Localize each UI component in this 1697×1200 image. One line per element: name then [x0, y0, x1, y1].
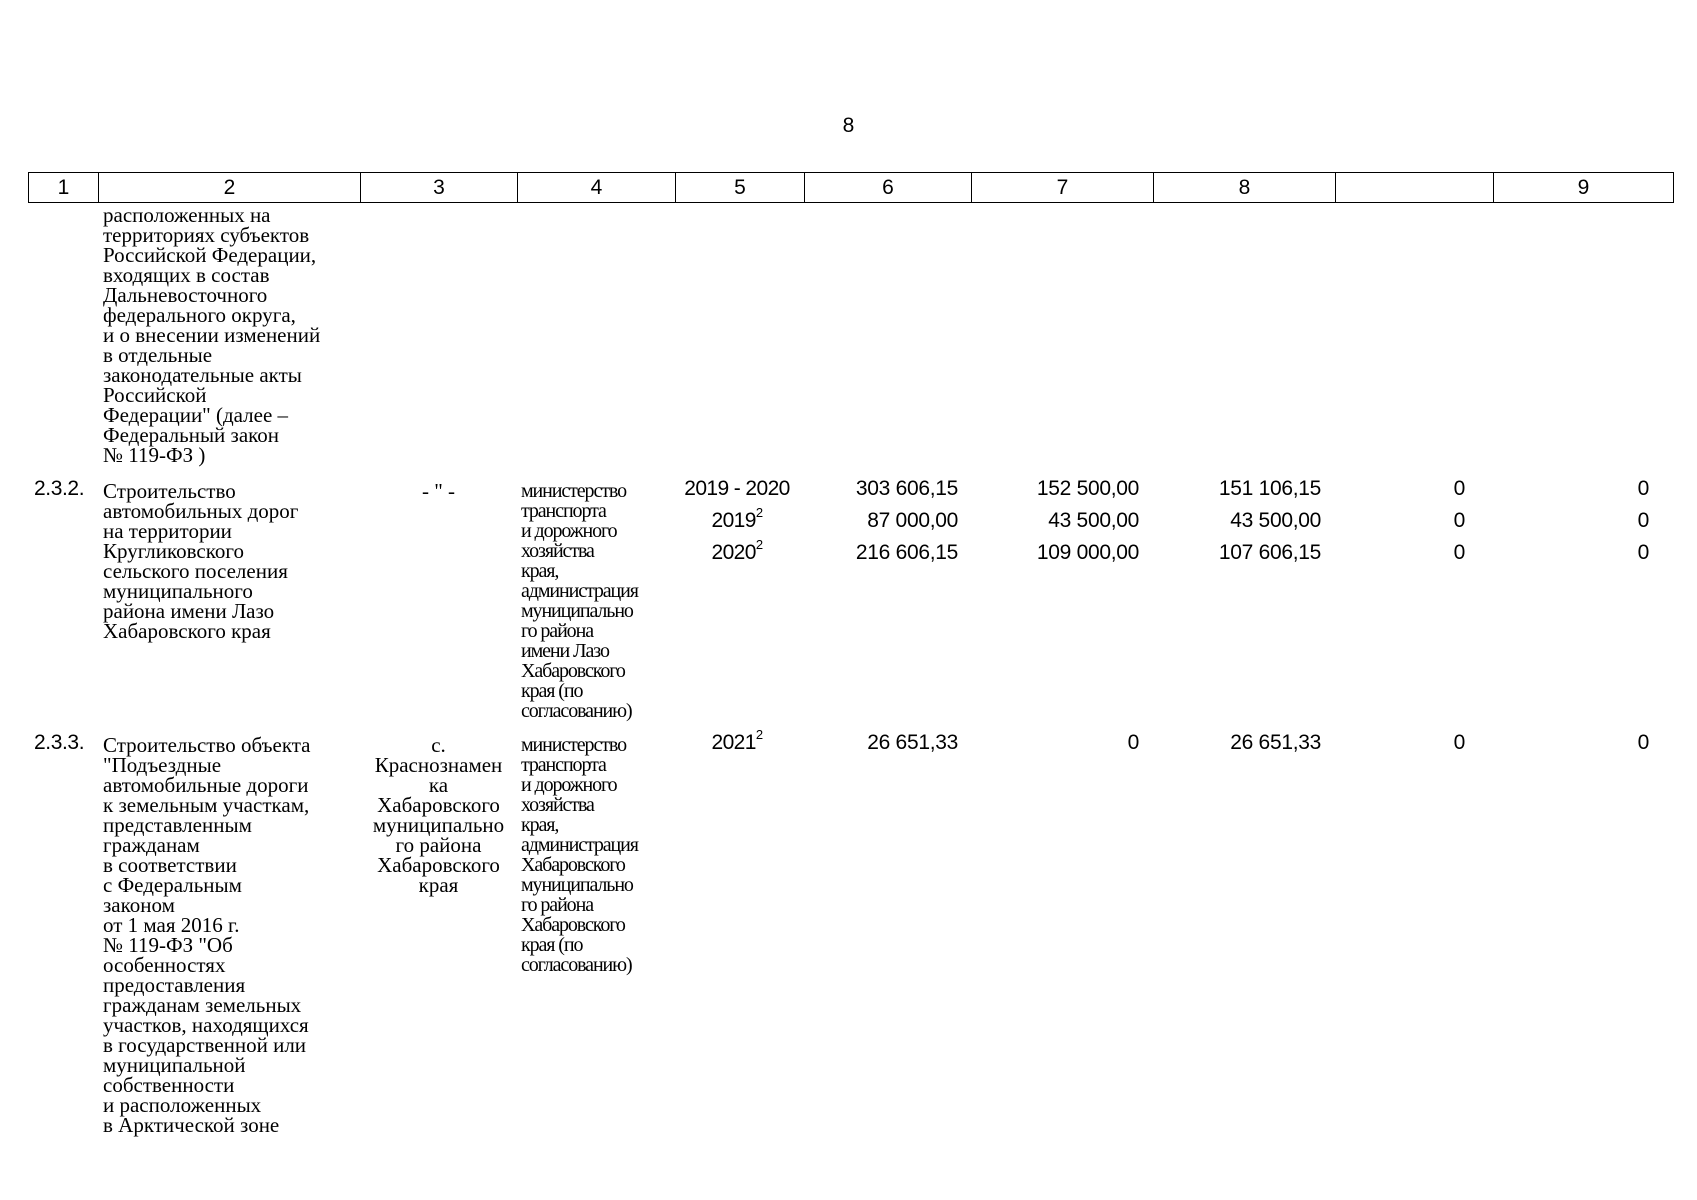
col7-value: 109 000,00 — [1036, 541, 1139, 564]
header-col-8: 8 — [1153, 172, 1335, 203]
header-col-4: 4 — [517, 172, 675, 203]
page-number: 8 — [842, 114, 855, 137]
col9-value: 0 — [1637, 477, 1649, 500]
row-executor: министерство транспорта и дорожного хозяйства края, администрация муниципально го района имени Лазо Хабаровского края (по согласованию) — [521, 480, 638, 722]
row-name: Строительство объекта "Подъездные автомобильные дороги к земельным участкам, представленным гражданам в соответствии с Федеральным законом от 1 мая 2016 г. № 119-ФЗ "Об особенностях предоставления гражданам земельных участков, находящихся в государственной или муниципальной собственности и расположенных в Арктической зоне — [103, 733, 311, 1137]
continuation-name-text: расположенных на территориях субъектов Российской Федерации, входящих в состав Дальневосточного федерального округа, и о внесении изменений в отдельные законодательные акты Российской Федерации" (далее – Федеральный закон № 119-ФЗ ) — [103, 203, 321, 467]
header-col-1: 1 — [28, 172, 98, 203]
table-header-row — [28, 172, 1674, 205]
row-location: - " - — [421, 479, 456, 503]
col8-value: 107 606,15 — [1218, 541, 1321, 564]
col8b-value: 0 — [1453, 731, 1465, 754]
col7-value: 43 500,00 — [1048, 509, 1139, 532]
col9-value: 0 — [1637, 731, 1649, 754]
header-col-3: 3 — [360, 172, 517, 203]
header-col-2: 2 — [98, 172, 360, 203]
col7-value: 152 500,00 — [1036, 477, 1139, 500]
col8b-value: 0 — [1453, 541, 1465, 564]
header-col-9: 9 — [1493, 172, 1674, 203]
col9-value: 0 — [1637, 509, 1649, 532]
row-number: 2.3.2. — [34, 477, 85, 500]
row-location: с. Краснознамен ка Хабаровского муниципально го района Хабаровского края — [372, 733, 505, 897]
header-col-7: 7 — [971, 172, 1153, 203]
col8b-value: 0 — [1453, 477, 1465, 500]
header-col-6: 6 — [804, 172, 971, 203]
total-value: 87 000,00 — [867, 509, 958, 532]
total-value: 216 606,15 — [855, 541, 958, 564]
period-year: 2020$^2$ — [711, 537, 763, 564]
period-year: 2021$^2$ — [711, 727, 763, 754]
header-col-8b — [1335, 172, 1493, 203]
row-name: Строительство автомобильных дорог на территории Кругликовского сельского поселения муниципального района имени Лазо Хабаровского края — [103, 479, 299, 643]
total-value: 303 606,15 — [855, 477, 958, 500]
row-executor: министерство транспорта и дорожного хозяйства края, администрация Хабаровского муниципально го района Хабаровского края (по согласованию) — [521, 734, 638, 976]
col7-value: 0 — [1127, 731, 1139, 754]
col8-value: 151 106,15 — [1218, 477, 1321, 500]
row-number: 2.3.3. — [34, 731, 85, 754]
period-year: 2019$^2$ — [711, 505, 763, 532]
header-col-5: 5 — [675, 172, 804, 203]
col9-value: 0 — [1637, 541, 1649, 564]
total-value: 26 651,33 — [867, 731, 958, 754]
period-year: 2019 - 2020 — [684, 477, 790, 500]
col8b-value: 0 — [1453, 509, 1465, 532]
col8-value: 26 651,33 — [1230, 731, 1321, 754]
col8-value: 43 500,00 — [1230, 509, 1321, 532]
